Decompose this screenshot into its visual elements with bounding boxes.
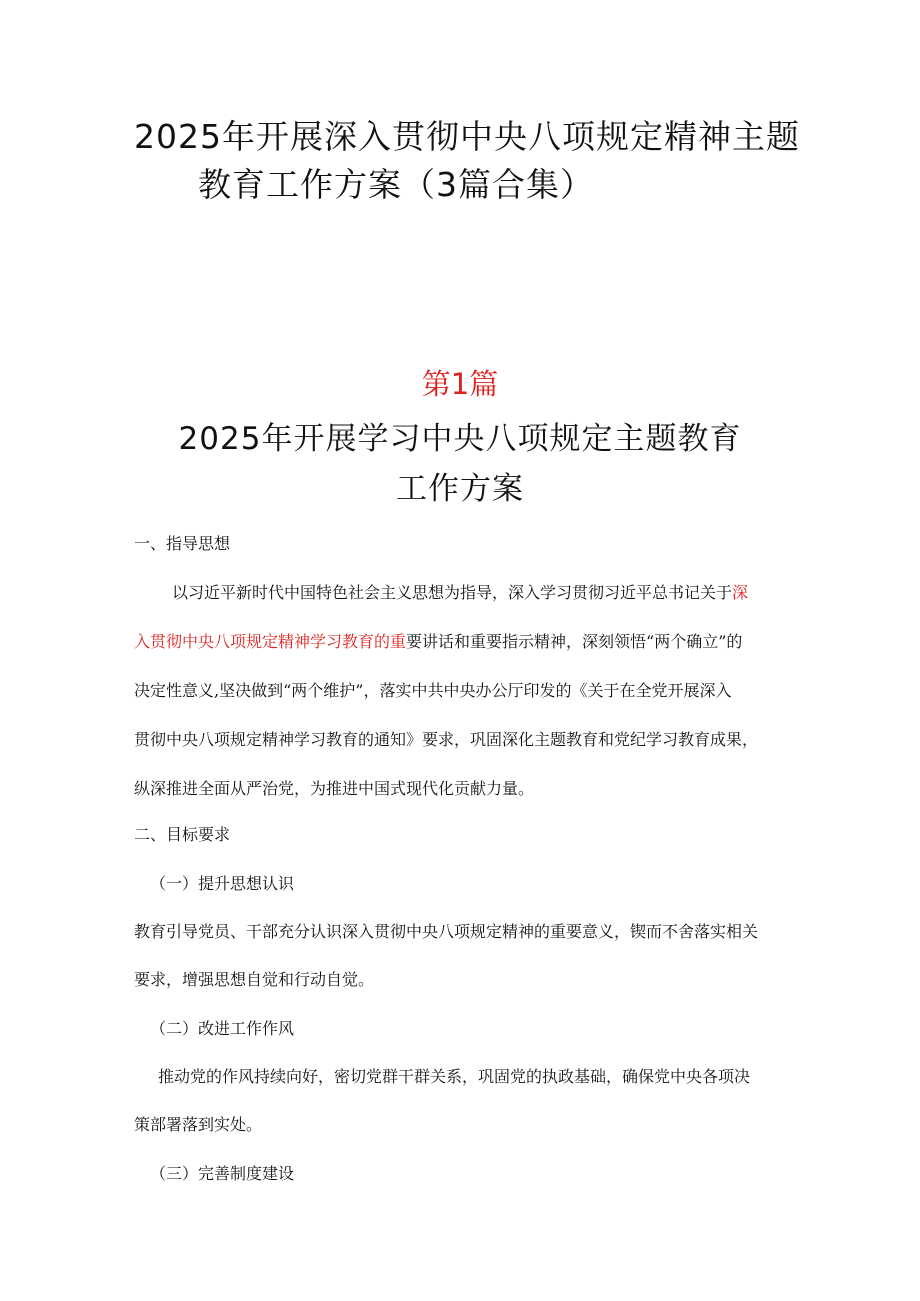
paragraph-line: 要求，增强思想自觉和行动自觉。 <box>134 970 375 989</box>
paragraph-line <box>134 630 794 654</box>
document-title-line1: 2025年开展深入贯彻中央八项规定精神主题 <box>134 117 800 156</box>
highlighted-text: 深 <box>732 583 749 602</box>
subsection-heading-work-style: （二）改进工作作风 <box>150 1019 295 1038</box>
paragraph-line: 推动党的作风持续向好，密切党群干群关系，巩固党的执政基础，确保党中央各项决 <box>158 1067 751 1086</box>
subsection-heading-systems: （三）完善制度建设 <box>150 1164 295 1183</box>
paragraph-line: 贯彻中央八项规定精神学习教育的通知》要求，巩固深化主题教育和党纪学习教育成果， <box>134 730 759 749</box>
paragraph-line: 纵深推进全面从严治党，为推进中国式现代化贡献力量。 <box>134 779 535 798</box>
paragraph-text: 以习近平新时代中国特色社会主义思想为指导，深入学习贯彻习近平总书记关于 <box>172 583 733 602</box>
section-heading-guiding-thought: 一、指导思想 <box>134 534 231 553</box>
subsection-heading-thinking: （一）提升思想认识 <box>150 874 295 893</box>
paragraph-text: 要讲话和重要指示精神，深刻领悟“两个确立”的 <box>406 632 743 651</box>
section-heading-goals: 二、目标要求 <box>134 825 231 844</box>
highlighted-text: 入贯彻中央八项规定精神学习教育的重 <box>134 632 407 651</box>
paragraph-line: 策部署落到实处。 <box>134 1115 263 1134</box>
paragraph-line <box>172 581 832 605</box>
paragraph-line: 教育引导党员、干部充分认识深入贯彻中央八项规定精神的重要意义，锲而不舍落实相关 <box>134 922 759 941</box>
part-label: 第1篇 <box>421 367 499 401</box>
paragraph-line: 决定性意义,坚决做到“两个维护”，落实中共中央办公厅印发的《关于在全党开展深入 <box>134 681 732 700</box>
subtitle-line2: 工作方案 <box>396 471 524 507</box>
document-title-line2: 教育工作方案（3篇合集） <box>198 165 594 204</box>
subtitle-line1: 2025年开展学习中央八项规定主题教育 <box>178 421 742 457</box>
